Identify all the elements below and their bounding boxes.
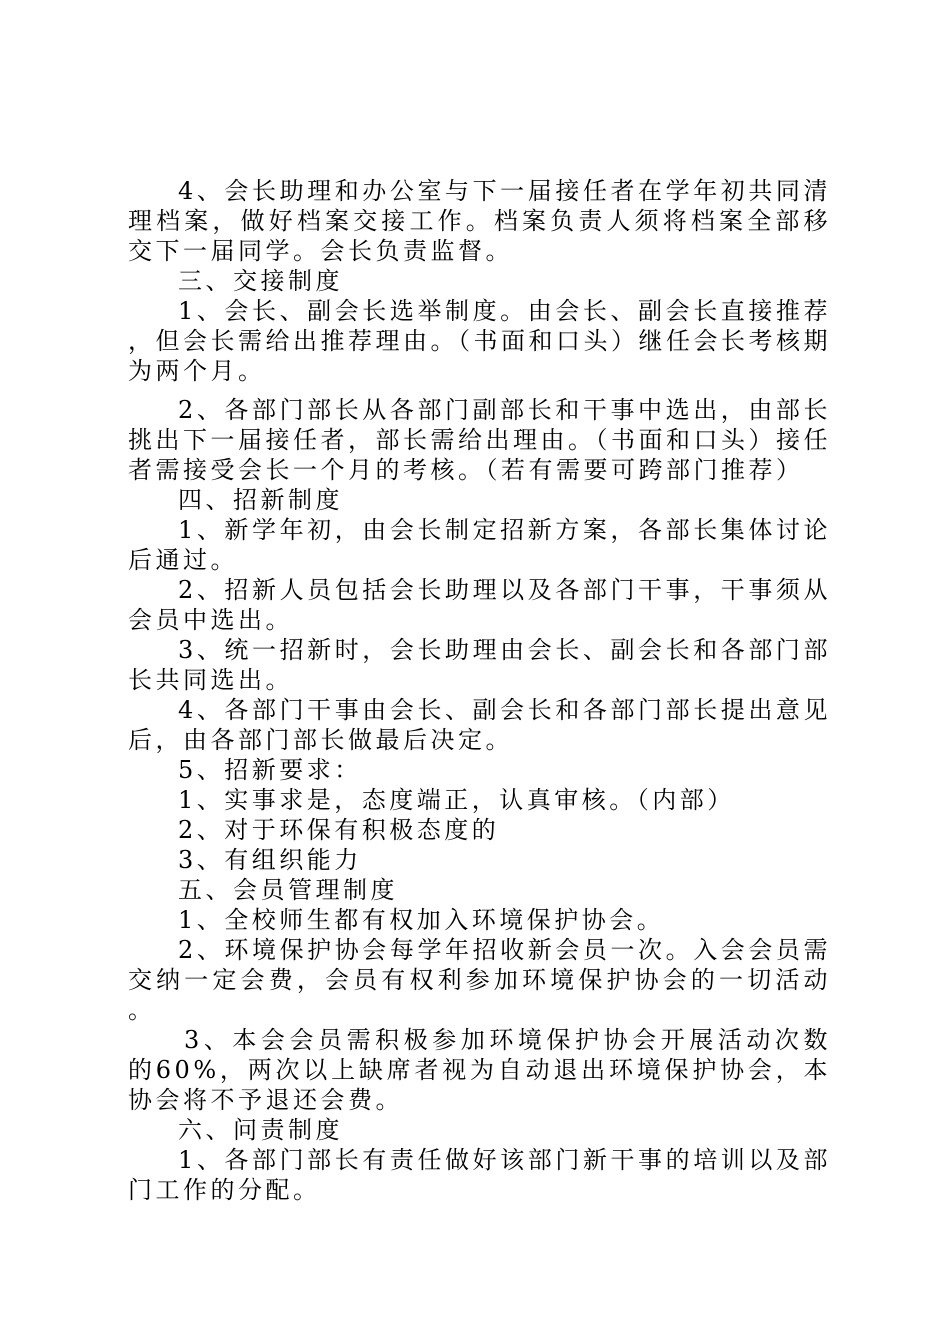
paragraph-recruitment-requirements: 5、招新要求： bbox=[178, 756, 362, 784]
section-heading-recruitment: 四、招新制度 bbox=[178, 486, 343, 514]
paragraph-archive-handover: 4、会长助理和办公室与下一届接任者在学年初共同清理档案，做好档案交接工作。档案负责人须将档案全部移交下一届同学。会长负责监督。 bbox=[128, 177, 831, 265]
paragraph-membership-fee: 2、环境保护协会每学年招收新会员一次。入会会员需交纳一定会费，会员有权利参加环境保护协会的一切活动。 bbox=[128, 936, 831, 1024]
paragraph-department-heads: 2、各部门部长从各部门副部长和干事中选出，由部长挑出下一届接任者，部长需给出理由。（书面和口头）接任者需接受会长一个月的考核。（若有需要可跨部门推荐） bbox=[128, 396, 831, 484]
list-item-requirement-1: 1、实事求是，态度端正，认真审核。（内部） bbox=[178, 786, 735, 814]
section-heading-handover: 三、交接制度 bbox=[178, 267, 343, 295]
paragraph-assistant-selection: 3、统一招新时，会长助理由会长、副会长和各部门部长共同选出。 bbox=[128, 636, 831, 694]
list-item-requirement-3: 3、有组织能力 bbox=[178, 846, 362, 874]
paragraph-officer-decision: 4、各部门干事由会长、副会长和各部门部长提出意见后，由各部门部长做最后决定。 bbox=[128, 696, 831, 754]
paragraph-attendance-rule: 3、本会会员需积极参加环境保护协会开展活动次数的60%，两次以上缺席者视为自动退出环境保护协会，本协会将不予退还会费。 bbox=[128, 1026, 831, 1114]
paragraph-president-election: 1、会长、副会长选举制度。由会长、副会长直接推荐，但会长需给出推荐理由。（书面和口头）继任会长考核期为两个月。 bbox=[128, 297, 831, 385]
paragraph-recruitment-plan: 1、新学年初，由会长制定招新方案，各部长集体讨论后通过。 bbox=[128, 516, 831, 574]
section-heading-accountability: 六、问责制度 bbox=[178, 1116, 343, 1144]
list-item-requirement-2: 2、对于环保有积极态度的 bbox=[178, 816, 500, 844]
paragraph-recruitment-staff: 2、招新人员包括会长助理以及各部门干事，干事须从会员中选出。 bbox=[128, 576, 831, 634]
section-heading-membership: 五、会员管理制度 bbox=[178, 876, 398, 904]
paragraph-membership-eligibility: 1、全校师生都有权加入环境保护协会。 bbox=[178, 906, 665, 934]
paragraph-training-duty: 1、各部门部长有责任做好该部门新干事的培训以及部门工作的分配。 bbox=[128, 1146, 831, 1204]
document-body bbox=[128, 176, 831, 1205]
